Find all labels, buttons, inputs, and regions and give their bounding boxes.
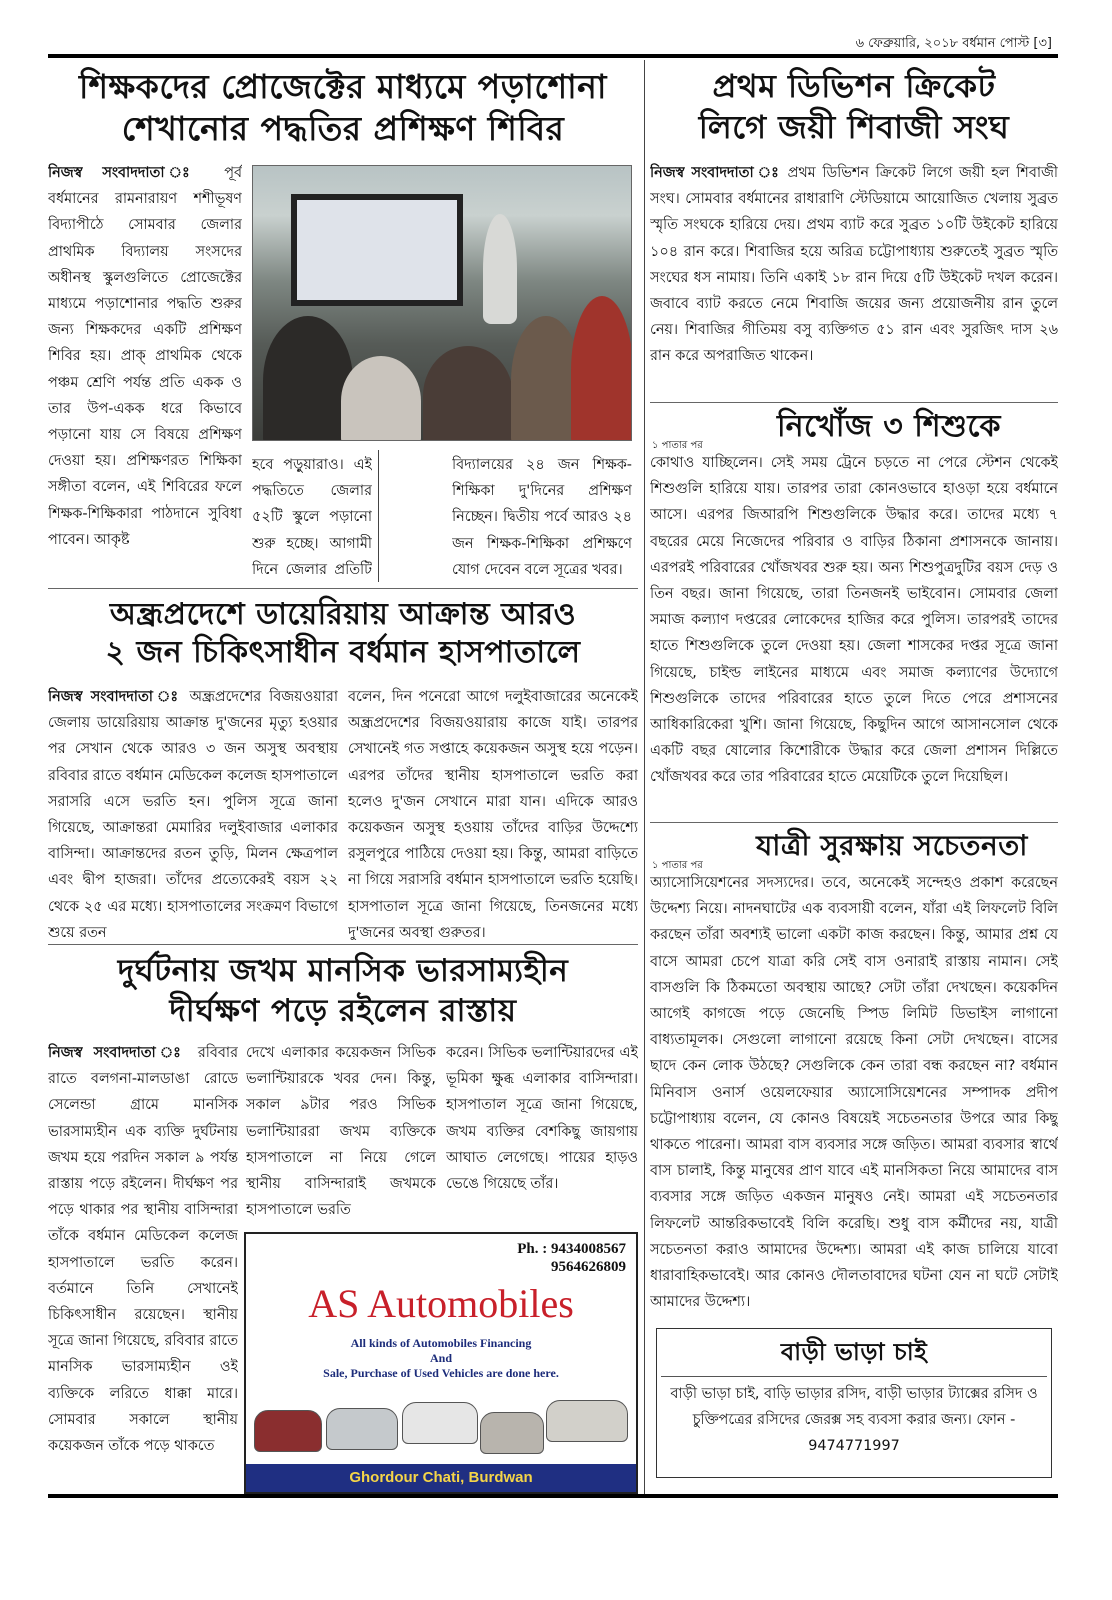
story6-col2: দেখে এলাকার কয়েকজন সিভিক ভলান্টিয়ারকে খবর দেন। কিন্তু, সকাল ৯টার পরও সিভিক ভলান্টিয়াররা জখম ব্যক্তিকে হাসপাতালে না নিয়ে গেলে স্থানীয় বাসিন্দারাই জখমকে হাসপাতালে ভরতি [246,1045,436,1219]
story5-page-tag: ১ পাতার পর [652,860,703,871]
byline: নিজস্ব সংবাদদাতা ঃ [48,1045,188,1061]
car-icon [546,1400,628,1442]
ad-as-automobiles [244,1232,638,1494]
bottom-rule [48,1494,1058,1498]
story3-page-tag: ১ পাতার পর [652,440,703,451]
story6-col1: নিজস্ব সংবাদদাতা ঃ রবিবার রাতে বলগনা-মালডাঙা রোডে সেলেন্ডা গ্রামে মানসিক ভারসাম্যহীন এক ব্যক্তি দুর্ঘটনায় জখম হয়ে পরদিন সকাল ৯ পর্যন্ত রাস্তায় পড়ে রইলেন। দীর্ঘক্ষণ পর পড়ে থাকার পর স্থানীয় বাসিন্দারা তাঁকে বর্ধমান মেডিকেল কলেজ হাসপাতালে ভরতি করেন। বর্তমানে তিনি সেখানেই চিকিৎসাধীন রয়েছেন। স্থানীয় সূত্রে জানা গিয়েছে, রবিবার রাতে মানসিক ভারসাম্যহীন ওই ব্যক্তিকে লরিতে ধাক্কা মারে। সোমবার সকালে স্থানীয় কয়েকজন তাঁকে পড়ে থাকতে [48,1045,238,1455]
car-icon [402,1402,478,1444]
story2-headline [650,66,1058,148]
car-icon [326,1408,398,1450]
story6-headline-line2: দীর্ঘক্ষণ পড়ে রইলেন রাস্তায় [169,992,517,1029]
projector-screen [291,194,463,306]
story1-col3: বিদ্যালয়ের ২৪ জন শিক্ষক-শিক্ষিকা দু'দিনের প্রশিক্ষণ নিচ্ছেন। দ্বিতীয় পর্বে আরও ২৪ জন শিক্ষক-শিক্ষিকা প্রশিক্ষণে যোগ দেবেন বলে সূত্রের খবর। [452,457,632,578]
story1-headline-line2: শেখানোর পদ্ধতির প্রশিক্ষণ শিবির [121,109,565,149]
ad-tagline-1: All kinds of Automobiles Financing [350,1336,532,1350]
story1-col1: নিজস্ব সংবাদদাতা ঃ পূর্ব বর্ধমানের রামনারায়ণ শশীভূষণ বিদ্যাপীঠে সোমবার জেলার প্রাথমিক বিদ্যালয় সংসদের অধীনস্থ স্কুলগুলিতে প্রোজেক্টের মাধ্যমে পড়াশোনার পদ্ধতি শুরুর জন্য শিক্ষকদের একটি প্রশিক্ষণ শিবির হয়। প্রাক্ প্রাথমিক থেকে পঞ্চম শ্রেণি পর্যন্ত প্রতি একক ও তার উপ-একক ধরে কিভাবে পড়ানো যায় সে বিষয়ে প্রশিক্ষণ দেওয়া হয়। প্রশিক্ষণরত শিক্ষিকা সঙ্গীতা বলেন, এই শিবিরের ফলে শিক্ষক-শিক্ষিকারা পাঠদানে সুবিধা পাবেন। আকৃষ্ট [48,165,242,548]
story3-body: কোথাও যাচ্ছিলেন। সেই সময় ট্রেনে চড়তে না পেরে স্টেশন থেকেই শিশুগুলি হারিয়ে যায়। তারপর তারা কোনওভাবে হাওড়া হয়ে বর্ধমানে আসে। এরপর জিআরপি শিশুগুলিকে উদ্ধার করে। তাদের মধ্যে ৭ বছরের মেয়ে নিজেদের পরিবার ও বাড়ির ঠিকানা প্রশাসনকে জানায়। এরপরই পরিবারের খোঁজখবর শুরু হয়। অন্য শিশুপুত্রদুটির বয়স দেড় ও তিন বছর। জানা গিয়েছে, তারা তিনজনই ভাইবোন। সোমবার জেলা সমাজ কল্যাণ দপ্তরের লোকেদের হাজির করে পুলিস। তারপরই তাদের হাতে শিশুগুলিকে তুলে দেওয়া হয়। জেলা শাসকের দপ্তর সূত্রে জানা গিয়েছে, চাইল্ড লাইনের মাধ্যমে এবং সমাজ কল্যাণের উদ্যোগে শিশুগুলিকে তাদের পরিবারের হাতে তুলে দিতে পেরে প্রশাসনের আধিকারিকেরা খুশি। জানা গিয়েছে, কিছুদিন আগে আসানসোল থেকে একটি বছর ষোলোর কিশোরীকে উদ্ধার করে জেলা প্রশাসন দিল্লিতে খোঁজখবর করে তার পরিবারের হাতে মেয়েটিকে তুলে দিয়েছিল। [650,455,1058,786]
story1-col2: হবে পড়ুয়ারাও। এই পদ্ধতিতে জেলার ৫২টি স্কুলে পড়ানো শুরু হচ্ছে। আগামী দিনে জেলার প্রতিটি [252,457,372,578]
training-photo [252,165,632,441]
story4-col2: বলেন, দিন পনেরো আগে দলুইবাজারের অনেকেই অন্ধ্রপ্রদেশের বিজয়ওয়ারায় কাজে যাই। তারপর সেখানেই গত সপ্তাহে কয়েকজন অসুস্থ হয়ে পড়েন। এরপর তাঁদের স্থানীয় হাসপাতালে ভরতি করা হলেও দু'জন সেখানে মারা যান। এদিকে আরও কয়েকজন অসুস্থ হওয়ায় তাঁদের বাড়ির উদ্দেশ্যে রসুলপুরে পাঠিয়ে দেওয়া হয়। কিন্তু, আমরা বাড়িতে না গিয়ে সরাসরি বর্ধমান হাসপাতালে ভরতি হয়েছি। হাসপাতাল সূত্রে জানা গিয়েছে, তিনজনের মধ্যে দু'জনের অবস্থা গুরুতর। [348,689,638,940]
story4-headline-line1: অন্ধ্রপ্রদেশে ডায়েরিয়ায় আক্রান্ত আরও [109,597,577,632]
top-rule [48,54,1058,58]
byline: নিজস্ব সংবাদদাতা ঃ [650,165,781,181]
story2-headline-line1: প্রথম ডিভিশন ক্রিকেট [712,67,996,105]
story4-headline-line2: ২ জন চিকিৎসাধীন বর্ধমান হাসপাতালে [105,635,581,671]
story2-body: নিজস্ব সংবাদদাতা ঃ প্রথম ডিভিশন ক্রিকেট লিগে জয়ী হল শিবাজী সংঘ। সোমবার বর্ধমানের রাধারাণি স্টেডিয়ামে আয়োজিত খেলায় সুব্রত স্মৃতি সংঘকে হারিয়ে দেয়। প্রথম ব্যাট করে সুব্রত ১০টি উইকেট হারিয়ে ১০৪ রান করে। শিবাজির হয়ে অরিত্র চট্টোপাধ্যায় শুরুতেই সুব্রত স্মৃতি সংঘের ধস নামায়। তিনি একাই ১৮ রান দিয়ে ৫টি উইকেট দখল করেন। জবাবে ব্যাট করতে নেমে শিবাজি জয়ের জন্য প্রয়োজনীয় রান তুলে নেয়। শিবাজির গীতিময় বসু ব্যক্তিগত ৫১ রান এবং সুরজিৎ দাস ২৬ রান করে অপরাজিত থাকেন। [650,165,1058,365]
trainer-figure [483,214,517,324]
ad-rent-box [656,1328,1052,1478]
story4-col1: নিজস্ব সংবাদদাতা ঃ অন্ধ্রপ্রদেশের বিজয়ওয়ারা জেলায় ডায়েরিয়ায় আক্রান্ত দু'জনের মৃত্যু হওয়ার পর সেখান থেকে আরও ৩ জন অসুস্থ অবস্থায় রবিবার রাতে বর্ধমান মেডিকেল কলেজ হাসপাতালে সরাসরি এসে ভরতি হন। পুলিস সূত্রে জানা গিয়েছে, আক্রান্তরা মেমারির দলুইবাজার এলাকার বাসিন্দা। আক্রান্তদের রতন তুড়ি, মিলন ক্ষেত্রপাল এবং দ্বীপ হাজরা। তাঁদের প্রত্যেকেরই বয়স ২২ থেকে ২৫ এর মধ্যে। হাসপাতালের সংক্রমণ বিভাগে শুয়ে রতন [48,689,338,940]
byline: নিজস্ব সংবাদদাতা ঃ [48,689,182,705]
story6-headline [48,952,638,1031]
ad-rent-text: বাড়ী ভাড়া চাই, বাড়ি ভাড়ার রসিদ, বাড়ী ভাড়ার ট্যাক্সের রসিদ ও চুক্তিপত্রের রসিদের জেরক্স সহ ব্যবসা করার জন্য। ফোন - 9474771997 [670,1385,1038,1455]
story3-headline: নিখোঁজ ৩ শিশুকে [777,409,1001,444]
story1-headline-line1: শিক্ষকদের প্রোজেক্টের মাধ্যমে পড়াশোনা [79,67,607,106]
ad-rent-title: বাড়ী ভাড়া চাই [780,1338,928,1366]
story1-headline [48,66,638,150]
ad-vehicle-photos [254,1392,630,1460]
story4-headline [48,596,638,673]
byline: নিজস্ব সংবাদদাতা ঃ [48,165,205,181]
column-divider [644,60,645,1496]
story5-body: অ্যাসোসিয়েশনের সদস্যদের। তবে, অনেকেই সন্দেহও প্রকাশ করেছেন উদ্দেশ্য নিয়ে। নাদনঘাটের এক ব্যবসায়ী বলেন, যাঁরা এই লিফলেট বিলি করছেন তাঁরা অবশ্যই ভালো একটা কাজ করছেন। কিন্তু, আমার প্রশ্ন যে বাসে আমরা চেপে যাত্রা করি সেই বাস ওনারাই রাস্তায় নামান। সেই বাসগুলি কি ঠিকমতো অবস্থায় আছে? সেটা তাঁরা দেখছেন। কয়েকদিন আগেই কাগজে পড়ে জেনেছি স্পিড লিমিট ডিভাইস লাগানো বাধ্যতামূলক। সেগুলো লাগানো রয়েছে কিনা সেটা দেখছেন। বাসের ছাদে কেন লোক উঠছে? সেগুলিকে কেন তারা বন্ধ করছেন না? বর্ধমান মিনিবাস ওনার্স ওয়েলফেয়ার অ্যাসোসিয়েশনের সম্পাদক প্রদীপ চট্টোপাধ্যায় বলেন, যে কোনও বিষয়েই সচেতনতার উপরে আর কিছু থাকতে পারেনা। আমরা বাস ব্যবসার সঙ্গে জড়িত। আমরা ব্যবসার স্বার্থে বাস চালাই, কিন্তু মানুষের প্রাণ যাবে এই মানসিকতা নিয়ে আমাদের বাস ব্যবসার সঙ্গে জড়িত একজন মানুষও নেই। আমরা এই সচেতনতার লিফলেট আন্তরিকভাবেই বিলি করেছি। শুধু বাস কর্মীদের নয়, যাত্রী সচেতনতা করাও আমাদের উদ্দেশ্য। আমরা এই কাজ চালিয়ে যাবো ধারাবাহিকভাবেই। আর কোনও দৌলতাবাদের ঘটনা যেন না ঘটে সেটাই আমাদের উদ্দেশ্য। [650,875,1058,1311]
car-icon [254,1410,322,1452]
ad-phone-1: Ph. : 9434008567 [517,1241,626,1257]
story5-headline: যাত্রী সুরক্ষায় সচেতনতা [756,829,1028,862]
ad-brand-name: AS Automobiles [308,1281,574,1326]
ad-tagline-2: And [429,1351,452,1365]
car-icon [480,1412,544,1454]
ad-address: Ghordour Chati, Burdwan [246,1464,636,1492]
ad-phone-2: 9564626809 [551,1259,626,1275]
story6-col3: করেন। সিভিক ভলান্টিয়ারদের এই ভূমিকা ক্ষুব্ধ এলাকার বাসিন্দারা। হাসপাতাল সূত্রে জানা গিয়েছে, জখম ব্যক্তির বেশকিছু জায়গায় আঘাত লেগেছে। পায়ের হাড়ও ভেঙে গিয়েছে তাঁর। [446,1045,638,1193]
ad-tagline-3: Sale, Purchase of Used Vehicles are done here. [323,1366,559,1380]
page-header: ৬ ফেব্রুয়ারি, ২০১৮ বর্ধমান পোস্ট [৩] [855,36,1052,51]
story2-headline-line2: লিগে জয়ী শিবাজী সংঘ [698,107,1010,146]
story6-headline-line1: দুর্ঘটনায় জখম মানসিক ভারসাম্যহীন [117,953,569,989]
